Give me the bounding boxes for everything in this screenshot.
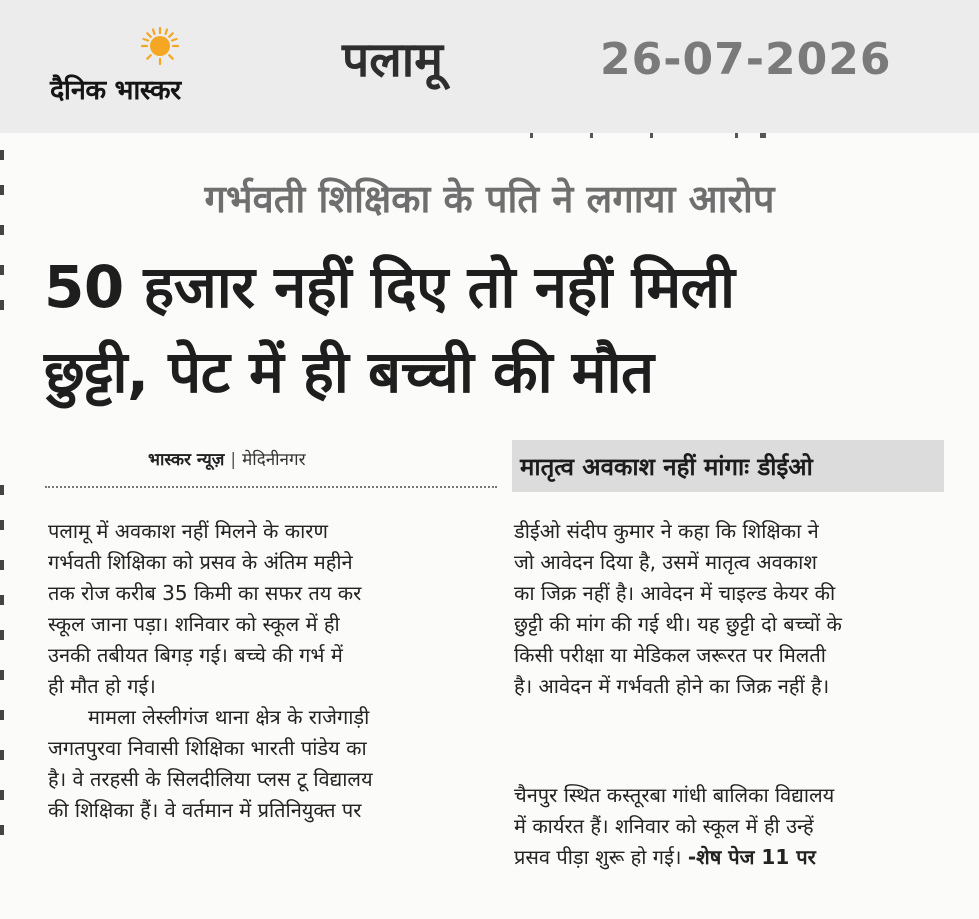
body-line: है। वे तरहसी के सिलदीलिया प्लस टू विद्यालय bbox=[48, 767, 373, 791]
body-line: स्कूल जाना पड़ा। शनिवार को स्कूल में ही bbox=[48, 612, 340, 636]
body-line: ही मौत हो गई। bbox=[48, 674, 156, 698]
body-line: पलामू में अवकाश नहीं मिलने के कारण bbox=[48, 519, 328, 543]
body-line: का जिक्र नहीं है। आवेदन में चाइल्ड केयर की bbox=[514, 581, 836, 605]
body-line: डीईओ संदीप कुमार ने कहा कि शिक्षिका ने bbox=[514, 519, 819, 543]
body-line: में कार्यरत हैं। शनिवार को स्कूल में ही उन्हें bbox=[514, 814, 814, 838]
header-band bbox=[0, 0, 979, 133]
article-kicker: गर्भवती शिक्षिका के पति ने लगाया आरोप bbox=[204, 177, 775, 221]
body-line: मामला लेस्लीगंज थाना क्षेत्र के राजेगाड़ी bbox=[88, 705, 370, 729]
body-line: जो आवेदन दिया है, उसमें मातृत्व अवकाश bbox=[514, 550, 817, 574]
edition-city: पलामू bbox=[342, 32, 443, 88]
body-line-last bbox=[514, 842, 944, 873]
byline-separator: | bbox=[230, 450, 237, 470]
body-line: गर्भवती शिक्षिका को प्रसव के अंतिम महीने bbox=[48, 550, 353, 574]
byline-place: मेदिनीनगर bbox=[242, 450, 306, 470]
dotted-divider bbox=[45, 486, 497, 488]
right-column-body bbox=[514, 516, 944, 702]
article-byline bbox=[148, 447, 306, 470]
clipping-edge-marks bbox=[530, 133, 790, 139]
body-line: उनकी तबीयत बिगड़ गई। बच्चे की गर्भ में bbox=[48, 643, 343, 667]
sidebar-subhead-box bbox=[512, 440, 944, 492]
right-column-continued bbox=[514, 780, 944, 873]
continued-on-page-note: -शेष पेज 11 पर bbox=[687, 845, 816, 869]
article-headline bbox=[44, 245, 964, 415]
body-line: की शिक्षिका हैं। वे वर्तमान में प्रतिनियुक्त पर bbox=[48, 798, 362, 822]
clipping-left-edge bbox=[0, 150, 10, 850]
body-line: तक रोज करीब 35 किमी का सफर तय कर bbox=[48, 581, 362, 605]
left-column-body bbox=[48, 516, 496, 826]
body-line: छुट्टी की मांग की गई थी। यह छुट्टी दो बच्चों के bbox=[514, 612, 842, 636]
body-line: जगतपुरवा निवासी शिक्षिका भारती पांडेय का bbox=[48, 736, 367, 760]
logo-text: दैनिक भास्कर bbox=[50, 75, 181, 106]
body-line: है। आवेदन में गर्भवती होने का जिक्र नहीं है। bbox=[514, 674, 830, 698]
body-line: किसी परीक्षा या मेडिकल जरूरत पर मिलती bbox=[514, 643, 826, 667]
body-line: चैनपुर स्थित कस्तूरबा गांधी बालिका विद्यालय bbox=[514, 783, 835, 807]
headline-line: 50 हजार नहीं दिए तो नहीं मिली bbox=[44, 253, 735, 321]
body-line-text: प्रसव पीड़ा शुरू हो गई। bbox=[514, 845, 682, 869]
sun-icon bbox=[140, 26, 180, 66]
edition-date: 26-07-2026 bbox=[600, 34, 892, 85]
headline-line: छुट्टी, पेट में ही बच्ची की मौत bbox=[44, 338, 654, 406]
newspaper-logo bbox=[48, 26, 288, 116]
sidebar-subhead: मातृत्व अवकाश नहीं मांगाः डीईओ bbox=[520, 453, 813, 481]
byline-source: भास्कर न्यूज़ bbox=[148, 450, 225, 470]
